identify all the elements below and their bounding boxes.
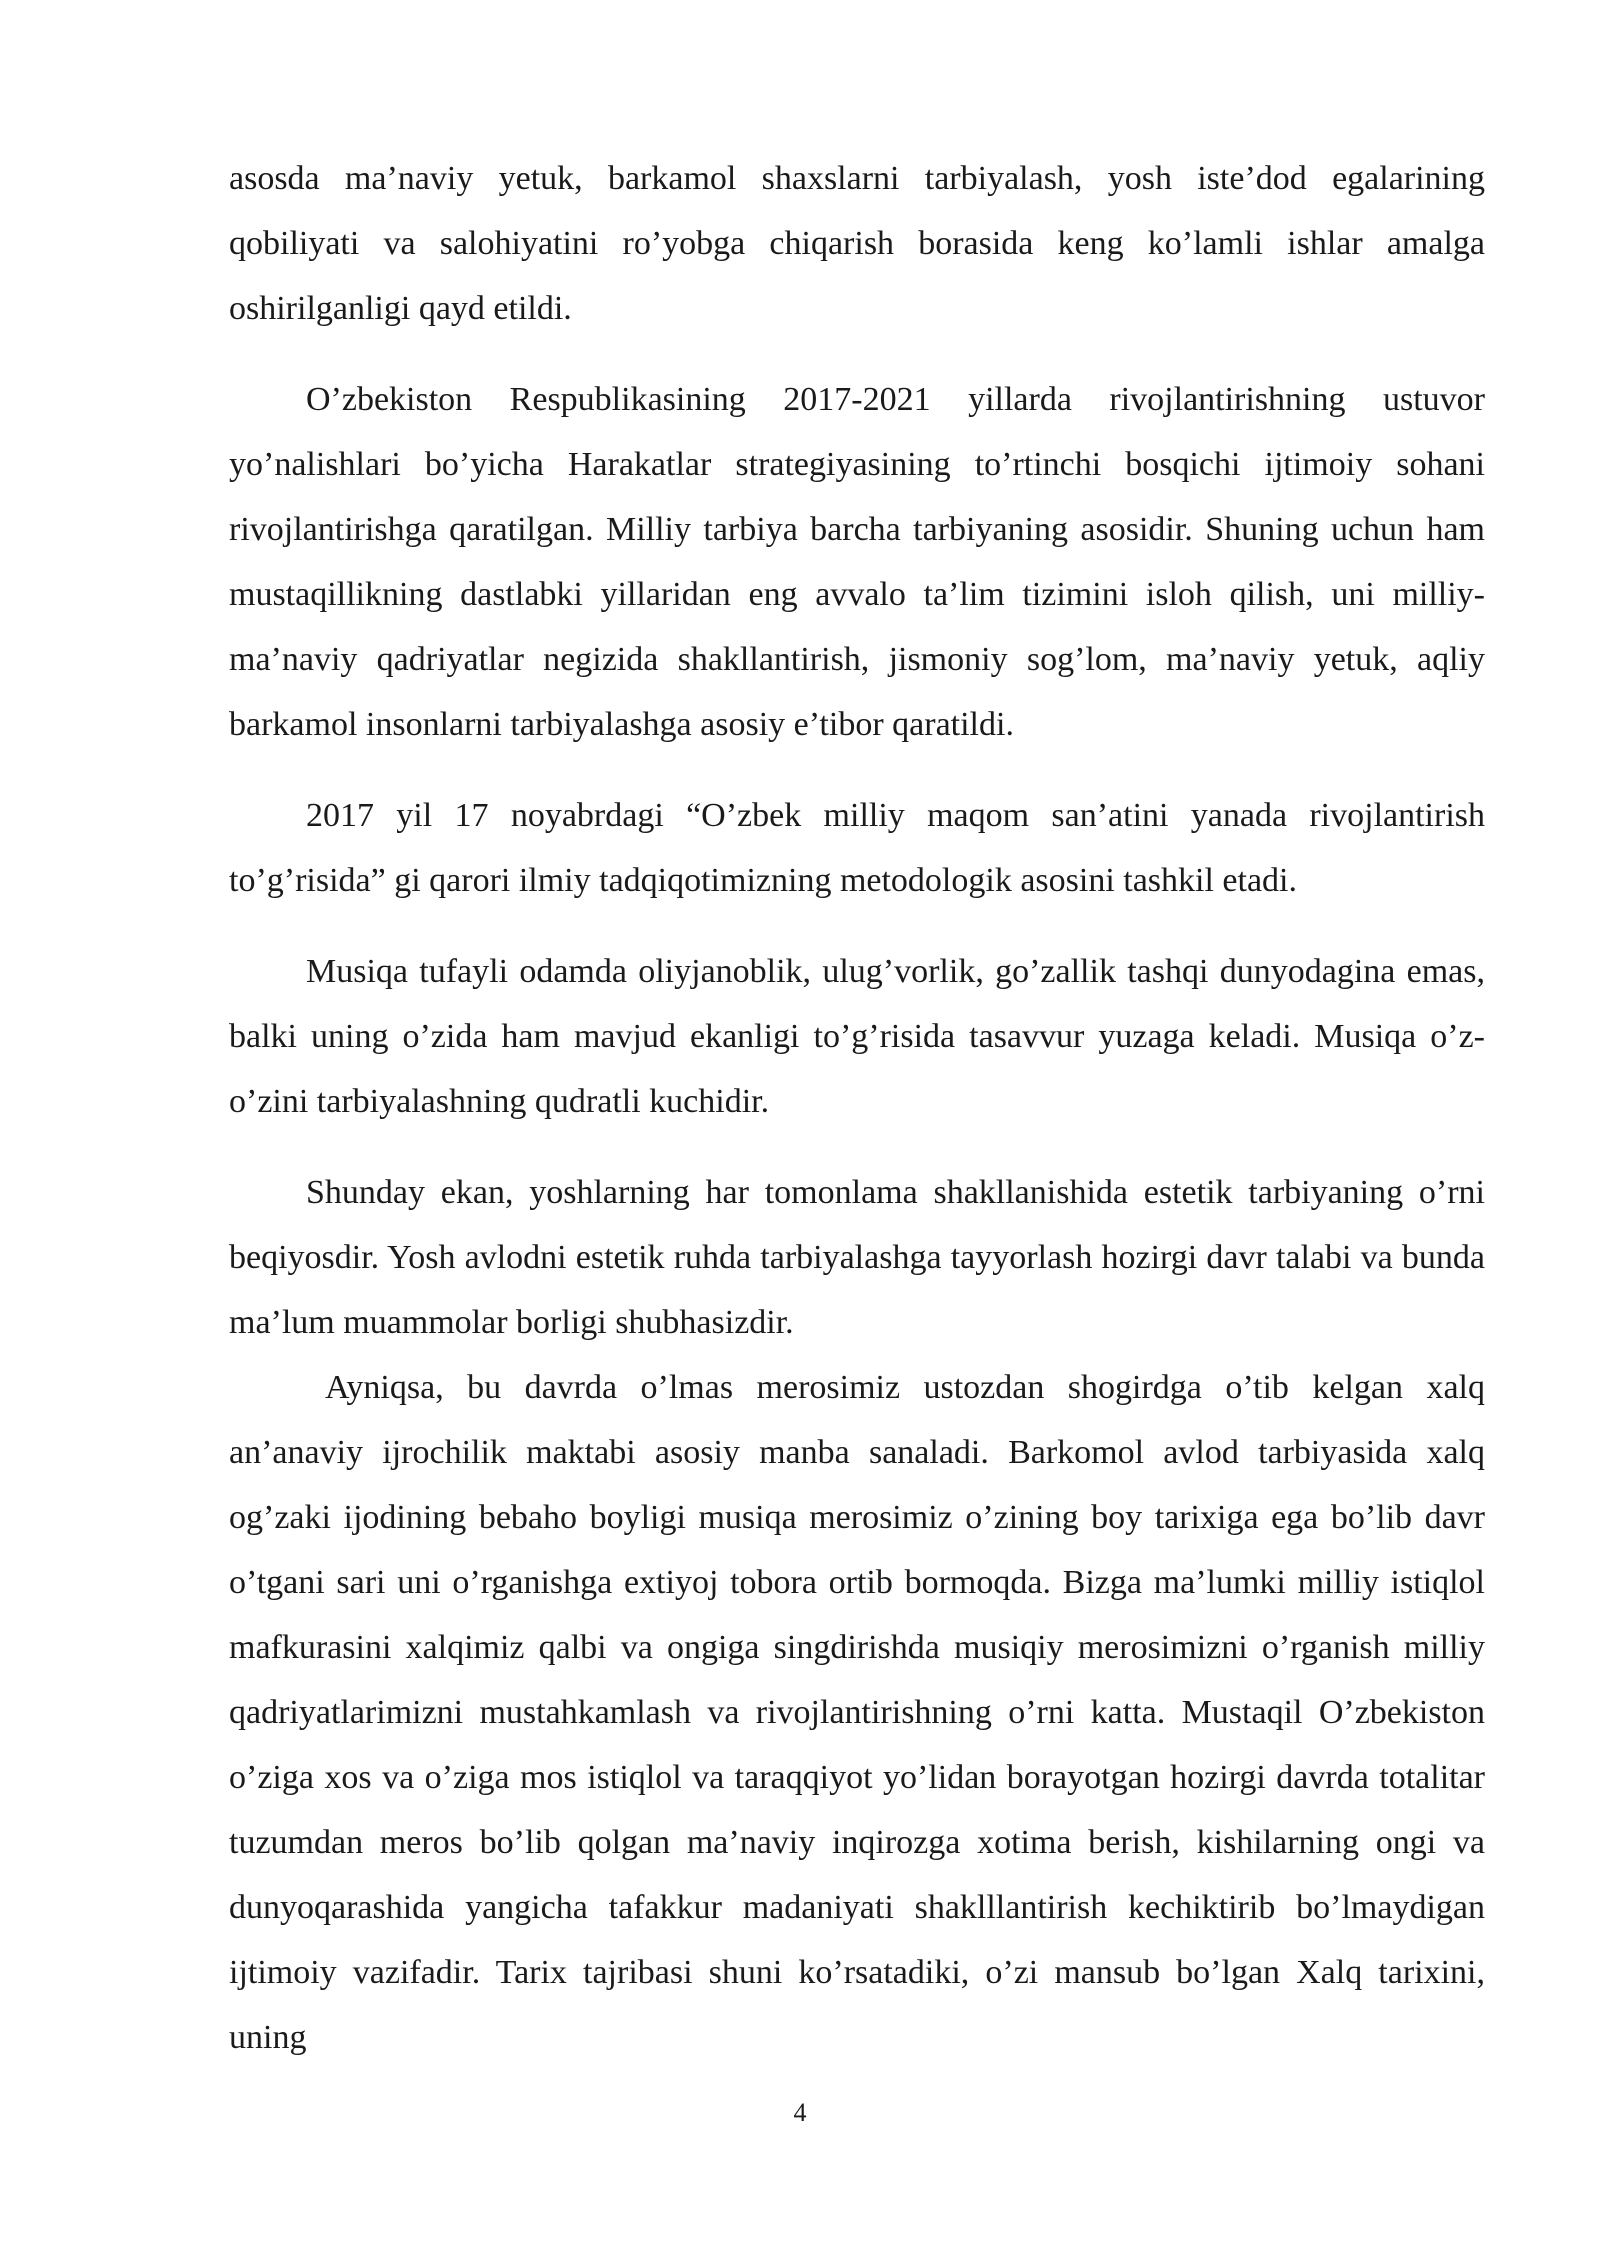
paragraph-6: Ayniqsa, bu davrda o’lmas merosimiz ustozdan shogirdga o’tib kelgan xalq an’anaviy ijrochilik maktabi asosiy manba sanaladi. Barkomol avlod tarbiyasida xalq og’zaki ijodining bebaho boyligi musiqa merosimiz o’zining boy tarixiga ega bo’lib davr o’tgani sari uni o’rganishga extiyoj tobora ortib bormoqda. Bizga ma’lumki milliy istiqlol mafkurasini xalqimiz qalbi va ongiga singdirishda musiqiy merosimizni o’rganish milliy qadriyatlarimizni mustahkamlash va rivojlantirishning o’rni katta. Mustaqil O’zbekiston o’ziga xos va o’ziga mos istiqlol va taraqqiyot yo’lidan borayotgan hozirgi davrda totalitar tuzumdan meros bo’lib qolgan ma’naviy inqirozga xotima berish, kishilarning ongi va dunyoqarashida yangicha tafakkur madaniyati shaklllantirish kechiktirib bo’lmaydigan ijtimoiy vazifadir. Tarix tajribasi shuni ko’rsatadiki, o’zi mansub bo’lgan Xalq tarixini, uning: [229, 1369, 1485, 2056]
paragraph-5: Shunday ekan, yoshlarning har tomonlama shakllanishida estetik tarbiyaning o’rni beqiyosdir. Yosh avlodni estetik ruhda tarbiyalashga tayyorlash hozirgi davr talabi va bunda ma’lum muammolar borligi shubhasizdir.: [229, 1174, 1485, 1341]
paragraph-4: Musiqa tufayli odamda oliyjanoblik, ulug’vorlik, go’zallik tashqi dunyodagina emas, balki uning o’zida ham mavjud ekanligi to’g’risida tasavvur yuzaga keladi. Musiqa o’z-o’zini tarbiyalashning qudratli kuchidir.: [229, 953, 1485, 1120]
document-body: [229, 146, 1485, 2070]
paragraph-2: O’zbekiston Respublikasining 2017-2021 yillarda rivojlantirishning ustuvor yo’nalishlari bo’yicha Harakatlar strategiyasining to’rtinchi bosqichi ijtimoiy sohani rivojlantirishga qaratilgan. Milliy tarbiya barcha tarbiyaning asosidir. Shuning uchun ham mustaqillikning dastlabki yillaridan eng avvalo ta’lim tizimini isloh qilish, uni milliy-ma’naviy qadriyatlar negizida shakllantirish, jismoniy sog’lom, ma’naviy yetuk, aqliy barkamol insonlarni tarbiyalashga asosiy e’tibor qaratildi.: [229, 381, 1485, 743]
paragraph-1: asosda ma’naviy yetuk, barkamol shaxslarni tarbiyalash, yosh iste’dod egalarining qobiliyati va salohiyatini ro’yobga chiqarish borasida keng ko’lamli ishlar amalga oshirilganligi qayd etildi.: [229, 160, 1485, 327]
page-number: 4: [793, 2098, 807, 2127]
paragraph-3: 2017 yil 17 noyabrdagi “O’zbek milliy maqom san’atini yanada rivojlantirish to’g’risida” gi qarori ilmiy tadqiqotimizning metodologik asosini tashkil etadi.: [229, 797, 1485, 899]
